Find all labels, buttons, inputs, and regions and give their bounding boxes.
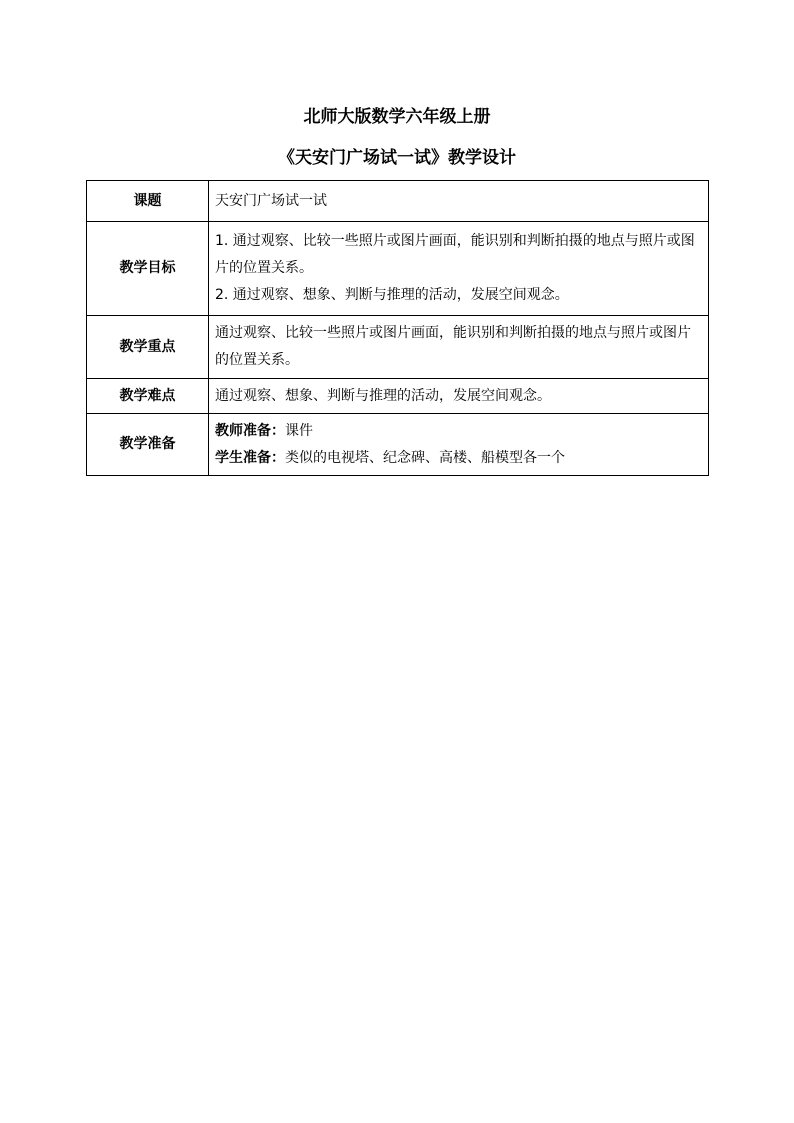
table-row-preparation	[87, 414, 709, 476]
preparation-content	[209, 414, 709, 476]
objective-item-2: 2. 通过观察、想象、判断与推理的活动，发展空间观念。	[215, 287, 569, 303]
table-row-difficulties	[87, 379, 709, 414]
table-row-topic	[87, 181, 709, 222]
key-points-value: 通过观察、比较一些照片或图片画面，能识别和判断拍摄的地点与照片或图片的位置关系。	[209, 316, 709, 379]
key-points-label: 教学重点	[87, 316, 209, 379]
student-preparation-value: 类似的电视塔、纪念碑、高楼、船模型各一个	[285, 449, 565, 466]
teacher-preparation	[215, 418, 702, 445]
document-title: 北师大版数学六年级上册	[303, 107, 491, 127]
student-preparation	[215, 445, 702, 472]
teacher-preparation-label: 教师准备：	[215, 422, 285, 439]
objectives-label: 教学目标	[87, 222, 209, 316]
difficulties-value: 通过观察、想象、判断与推理的活动，发展空间观念。	[209, 379, 709, 414]
objective-item-1: 1. 通过观察、比较一些照片或图片画面，能识别和判断拍摄的地点与照片或图片的位置关系。	[215, 233, 695, 276]
document-subtitle: 《天安门广场试一试》教学设计	[278, 148, 516, 168]
lesson-plan-table	[86, 180, 709, 476]
preparation-label: 教学准备	[87, 414, 209, 476]
difficulties-label: 教学难点	[87, 379, 209, 414]
topic-label: 课题	[87, 181, 209, 222]
objectives-content	[209, 222, 709, 316]
table-row-objectives	[87, 222, 709, 316]
student-preparation-label: 学生准备：	[215, 449, 285, 466]
table-row-key-points	[87, 316, 709, 379]
teacher-preparation-value: 课件	[285, 422, 313, 439]
topic-value: 天安门广场试一试	[209, 181, 709, 222]
